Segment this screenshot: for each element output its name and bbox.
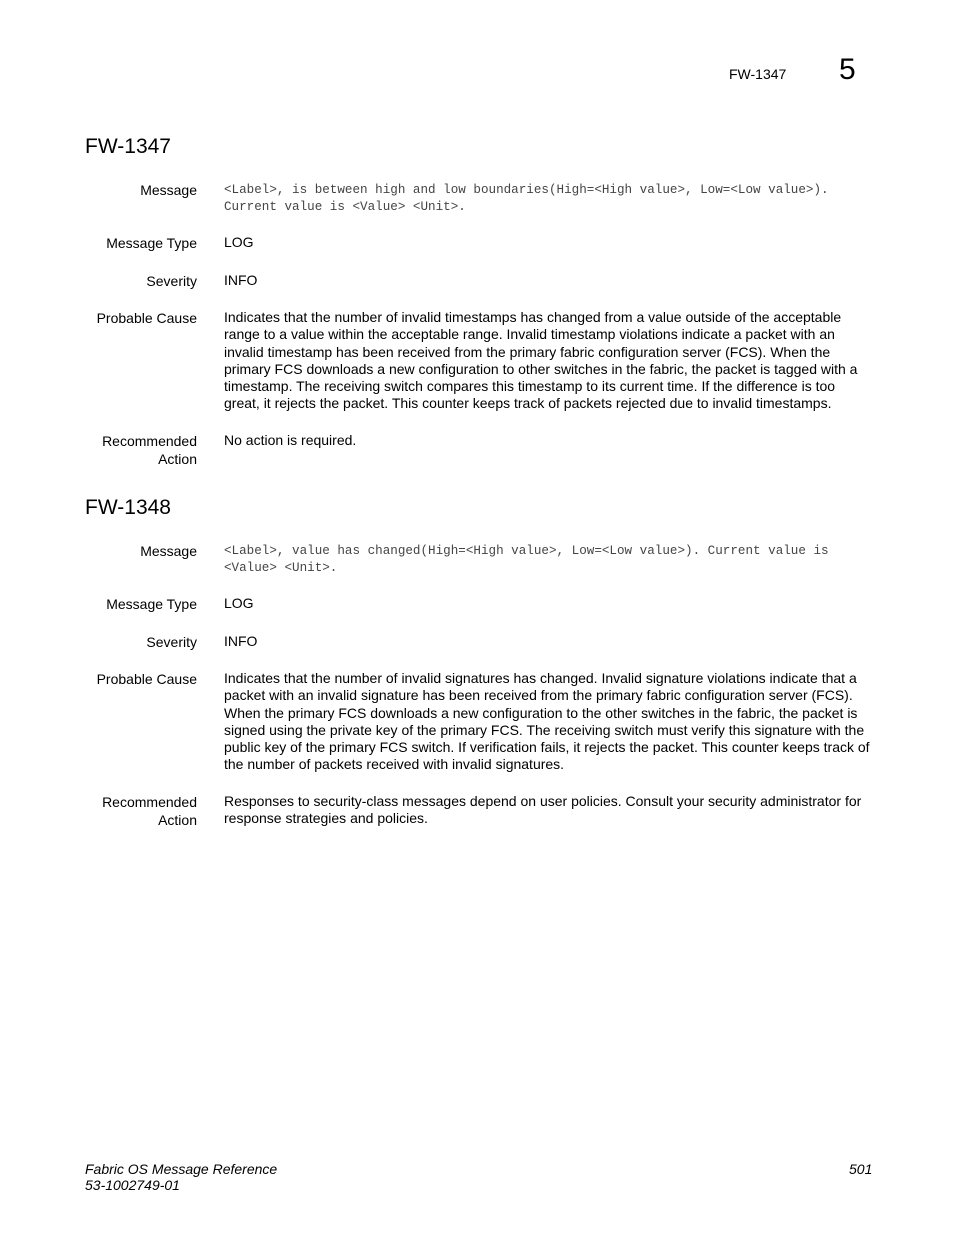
recommended-action-label: Recommended Action xyxy=(102,794,197,828)
entry-title: FW-1347 xyxy=(85,135,171,158)
chapter-number: 5 xyxy=(839,53,856,86)
recommended-action-text: No action is required. xyxy=(224,432,357,448)
recommended-action-text: Responses to security-class messages depend on user policies. Consult your security administrator for response strategies and policies. xyxy=(224,793,862,827)
header-message-code: FW-1347 xyxy=(729,66,787,82)
message-label: Message xyxy=(140,543,197,559)
message-text: <Label>, value has changed(High=<High value>, Low=<Low value>). Current value is <Value> <Unit>. xyxy=(224,544,829,575)
footer-doc-number: 53-1002749-01 xyxy=(85,1177,180,1193)
message-type-value: LOG xyxy=(224,234,254,250)
footer-doc-title: Fabric OS Message Reference xyxy=(85,1161,278,1177)
severity-label: Severity xyxy=(146,273,197,289)
message-text: <Label>, is between high and low boundaries(High=<High value>, Low=<Low value>). Current value is <Value> <Unit>. xyxy=(224,183,829,214)
message-type-value: LOG xyxy=(224,595,254,611)
probable-cause-label: Probable Cause xyxy=(96,671,197,687)
footer-doc-info xyxy=(85,1161,277,1193)
probable-cause-text: Indicates that the number of invalid timestamps has changed from a value outside of the acceptable range to a value within the acceptable range. Invalid timestamp violations indicate a packet with an invalid timestamp has been received from the primary fabric configuration server (FCS). When the primary FCS downloads a new configuration to other switches in the fabric, the packet is tagged with a timestamp. The receiving switch compares this timestamp to its current time. If the difference is too great, it rejects the packet. This counter keeps track of packets rejected due to invalid timestamps. xyxy=(224,309,858,412)
severity-value: INFO xyxy=(224,633,258,649)
probable-cause-text: Indicates that the number of invalid signatures has changed. Invalid signature violations indicate that a packet with an invalid signature has been received from the primary fabric configuration server (FCS). When the primary FCS downloads a new configuration to the other switches in the fabric, the packet is signed using the private key of the primary FCS. The receiving switch must verify this signature with the public key of the primary FCS switch. If verification fails, it rejects the packet. This counter keeps track of the number of packets received with invalid signatures. xyxy=(224,670,870,773)
message-type-label: Message Type xyxy=(106,235,197,251)
message-label: Message xyxy=(140,182,197,198)
severity-value: INFO xyxy=(224,272,258,288)
message-type-label: Message Type xyxy=(106,596,197,612)
footer-page-number: 501 xyxy=(849,1161,873,1177)
recommended-action-label: Recommended Action xyxy=(102,433,197,467)
entry-title: FW-1348 xyxy=(85,496,171,519)
severity-label: Severity xyxy=(146,634,197,650)
probable-cause-label: Probable Cause xyxy=(96,310,197,326)
